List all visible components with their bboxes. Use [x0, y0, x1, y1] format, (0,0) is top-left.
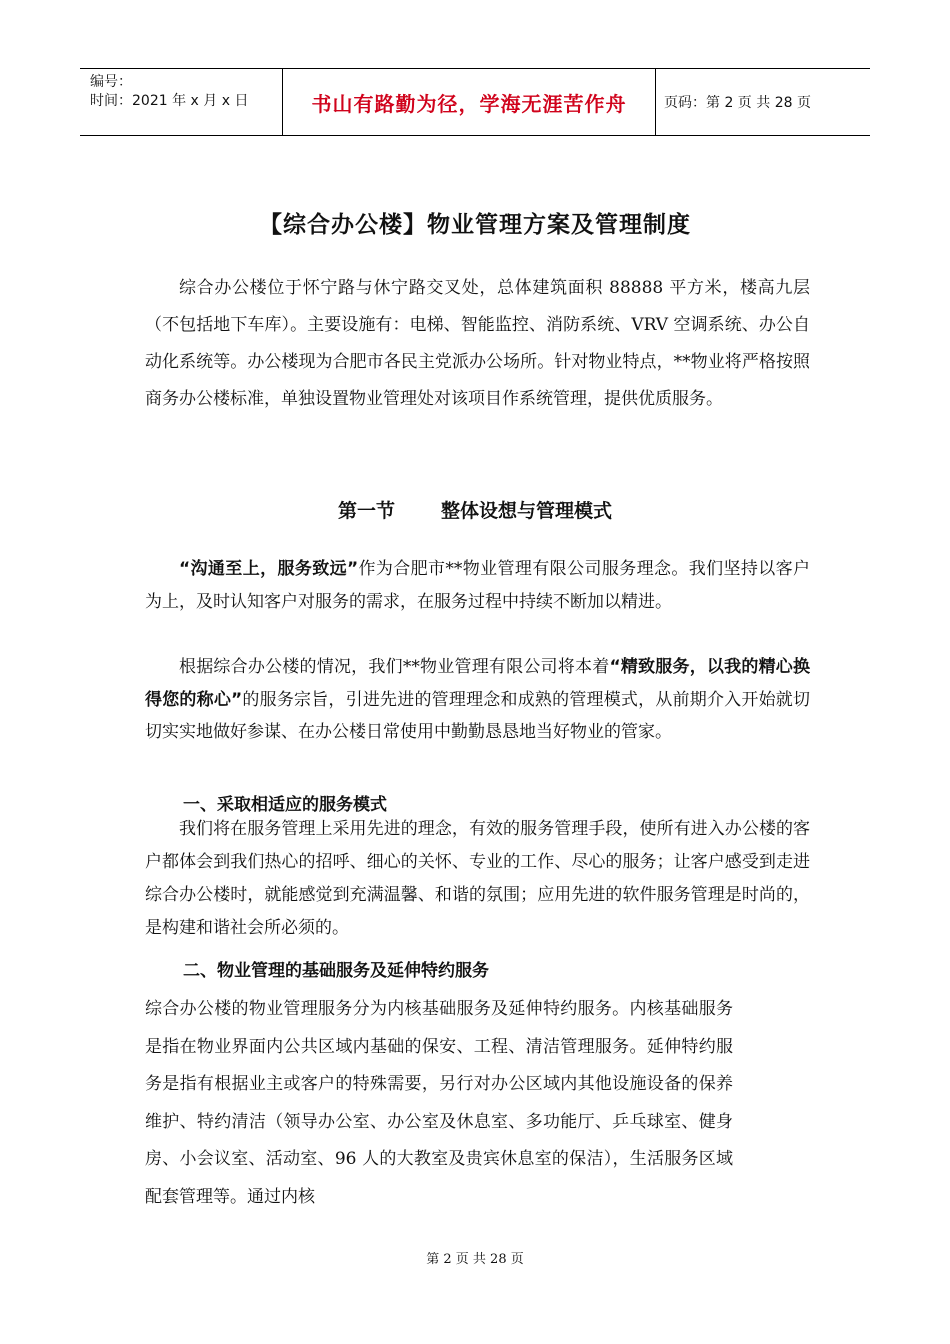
- header-motto: 书山有路勤为径，学海无涯苦作舟: [282, 69, 656, 135]
- paragraph-service-aim: [145, 651, 810, 749]
- section-title: 整体设想与管理模式: [441, 500, 613, 522]
- paragraph-text: 的服务宗旨，引进先进的管理理念和成熟的管理模式，从前期介入开始就切切实实地做好参谋、在办公楼日常使用中勤勤恳恳地当好物业的管家。: [145, 689, 810, 742]
- paragraph-text: 作为合肥市**物业管理有限公司服务理念。我们坚持以客户为上，及时认知客户对服务的需求，在服务过程中持续不断加以精进。: [145, 559, 810, 612]
- document-title: 【综合办公楼】物业管理方案及管理制度: [259, 212, 691, 238]
- document-date: 时间：2021 年 x 月 x 日: [90, 93, 249, 109]
- paragraph-text: 根据综合办公楼的情况，我们**物业管理有限公司将本着: [179, 657, 610, 677]
- header-meta: [80, 69, 282, 135]
- paragraph-service-mode: 我们将在服务管理上采用先进的理念，有效的服务管理手段，使所有进入办公楼的客户都体会到我们热心的招呼、细心的关怀、专业的工作、尽心的服务；让客户感受到走进综合办公楼时，就能感觉到充满温馨、和谐的氛围；应用先进的软件服务管理是时尚的，是构建和谐社会所必须的。: [145, 819, 810, 938]
- header-page-info: 页码：第 2 页 共 28 页: [664, 95, 811, 111]
- subheading-service-mode: 一、采取相适应的服务模式: [183, 795, 387, 815]
- intro-paragraph: 综合办公楼位于怀宁路与休宁路交叉处，总体建筑面积 88888 平方米，楼高九层（不包括地下车库）。主要设施有：电梯、智能监控、消防系统、VRV 空调系统、办公自动化系统等。办公楼现为合肥市各民主党派办公场所。针对物业特点，**物业将严格按照商务办公楼标准，单独设置物业管理处对该项目作系统管理，提供优质服务。: [145, 278, 810, 409]
- section-heading: [0, 496, 950, 523]
- document-number-label: 编号：: [90, 74, 132, 90]
- service-slogan: “沟通至上，服务致远”: [179, 559, 359, 579]
- section-number: 第一节: [337, 500, 395, 522]
- paragraph-basic-services: 综合办公楼的物业管理服务分为内核基础服务及延伸特约服务。内核基础服务是指在物业界面内公共区域内基础的保安、工程、清洁管理服务。延伸特约服务是指有根据业主或客户的特殊需要，另行对办公区域内其他设施设备的保养维护、特约清洁（领导办公室、办公室及休息室、多功能厅、乒乓球室、健身房、小会议室、活动室、96 人的大教室及贵宾休息室的保洁），生活服务区域配套管理等。通过内核: [145, 999, 733, 1207]
- paragraph-service-philosophy: [145, 553, 810, 618]
- page-footer: 第 2 页 共 28 页: [426, 1252, 524, 1267]
- service-aim-slogan: “精致服务，以我的精心换得您的称心”: [145, 657, 810, 710]
- page-header: [80, 68, 870, 136]
- subheading-basic-services: 二、物业管理的基础服务及延伸特约服务: [183, 961, 489, 981]
